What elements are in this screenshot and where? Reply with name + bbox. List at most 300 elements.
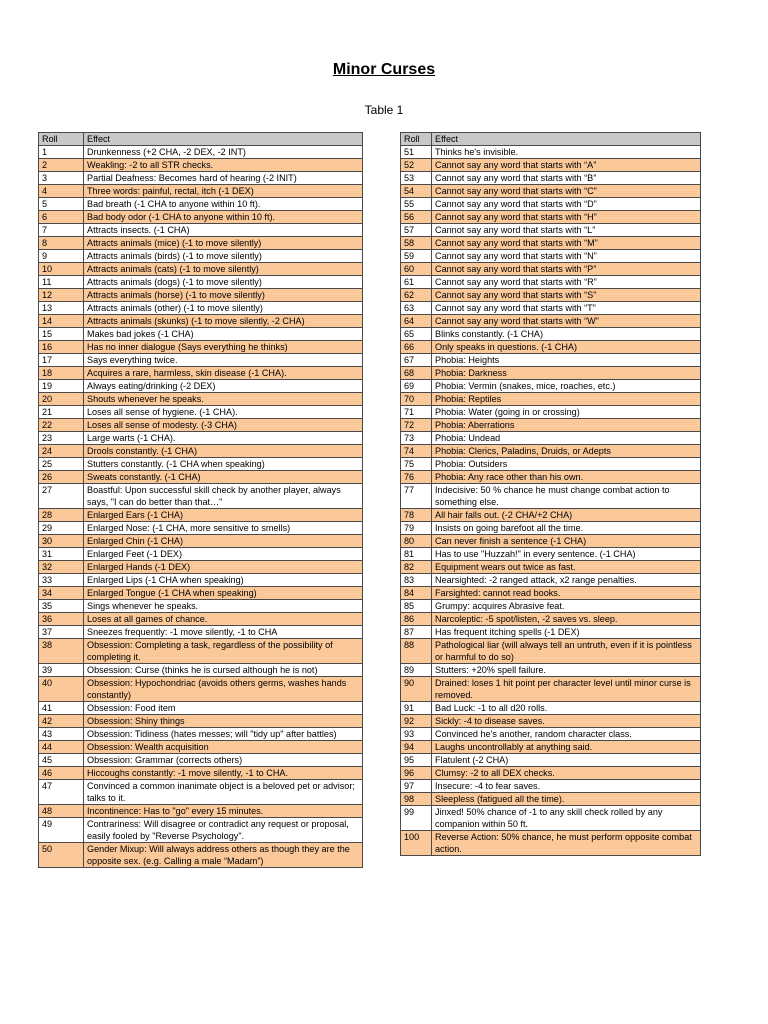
table-row <box>39 664 363 677</box>
table-row <box>39 843 363 868</box>
roll-cell: 24 <box>39 445 84 458</box>
roll-cell: 51 <box>401 146 432 159</box>
roll-cell: 3 <box>39 172 84 185</box>
effect-cell: Cannot say any word that starts with “D” <box>432 198 701 211</box>
table-row <box>39 432 363 445</box>
effect-cell: Narcoleptic: -5 spot/listen, -2 saves vs. sleep. <box>432 613 701 626</box>
effect-cell: Obsession: Wealth acquisition <box>84 741 363 754</box>
table-header-row <box>401 133 701 146</box>
roll-cell: 6 <box>39 211 84 224</box>
table-row <box>39 741 363 754</box>
roll-cell: 73 <box>401 432 432 445</box>
effect-cell: Cannot say any word that starts with “T” <box>432 302 701 315</box>
table-row <box>401 548 701 561</box>
roll-cell: 70 <box>401 393 432 406</box>
effect-cell: Cannot say any word that starts with “W” <box>432 315 701 328</box>
roll-cell: 97 <box>401 780 432 793</box>
effect-cell: Enlarged Hands (-1 DEX) <box>84 561 363 574</box>
effect-cell: Can never finish a sentence (-1 CHA) <box>432 535 701 548</box>
roll-cell: 23 <box>39 432 84 445</box>
effect-cell: Cannot say any word that starts with “C” <box>432 185 701 198</box>
table-row <box>39 471 363 484</box>
table-row <box>39 574 363 587</box>
roll-cell: 16 <box>39 341 84 354</box>
effect-cell: Cannot say any word that starts with “L” <box>432 224 701 237</box>
roll-cell: 47 <box>39 780 84 805</box>
effect-cell: Cannot say any word that starts with “R” <box>432 276 701 289</box>
table-row <box>401 185 701 198</box>
roll-cell: 10 <box>39 263 84 276</box>
effect-cell: Convinced he's another, random character class. <box>432 728 701 741</box>
table-caption: Table 1 <box>364 103 404 117</box>
effect-cell: Attracts insects. (-1 CHA) <box>84 224 363 237</box>
effect-cell: Attracts animals (skunks) (-1 to move silently, -2 CHA) <box>84 315 363 328</box>
roll-cell: 38 <box>39 639 84 664</box>
roll-cell: 86 <box>401 613 432 626</box>
effect-cell: Has to use "Huzzah!" in every sentence. (-1 CHA) <box>432 548 701 561</box>
table-row <box>401 600 701 613</box>
roll-cell: 48 <box>39 805 84 818</box>
effect-cell: Pathological liar (will always tell an untruth, even if it is pointless or harmful to do so) <box>432 639 701 664</box>
table-row <box>39 315 363 328</box>
table-header-row <box>39 133 363 146</box>
table-row <box>401 728 701 741</box>
effect-cell: Phobia: Clerics, Paladins, Druids, or Adepts <box>432 445 701 458</box>
roll-cell: 4 <box>39 185 84 198</box>
table-row <box>401 289 701 302</box>
roll-cell: 19 <box>39 380 84 393</box>
effect-cell: Hiccoughs constantly: -1 move silently, -1 to CHA. <box>84 767 363 780</box>
roll-cell: 79 <box>401 522 432 535</box>
effect-cell: Large warts (-1 CHA). <box>84 432 363 445</box>
effect-cell: Obsession: Grammar (corrects others) <box>84 754 363 767</box>
curses-table-left-body <box>39 146 363 868</box>
roll-cell: 71 <box>401 406 432 419</box>
roll-cell: 96 <box>401 767 432 780</box>
roll-cell: 40 <box>39 677 84 702</box>
roll-cell: 76 <box>401 471 432 484</box>
effect-cell: Obsession: Hypochondriac (avoids others germs, washes hands constantly) <box>84 677 363 702</box>
table-row <box>39 341 363 354</box>
effect-cell: Cannot say any word that starts with “A” <box>432 159 701 172</box>
effect-cell: Boastful: Upon successful skill check by another player, always says, "I can do better than that…" <box>84 484 363 509</box>
effect-cell: Laughs uncontrollably at anything said. <box>432 741 701 754</box>
table-row <box>401 367 701 380</box>
table-row <box>401 224 701 237</box>
table-row <box>39 728 363 741</box>
roll-cell: 1 <box>39 146 84 159</box>
effect-cell: Jinxed! 50% chance of -1 to any skill check rolled by any companion within 50 ft. <box>432 806 701 831</box>
roll-cell: 46 <box>39 767 84 780</box>
table-row <box>39 380 363 393</box>
roll-cell: 75 <box>401 458 432 471</box>
roll-cell: 2 <box>39 159 84 172</box>
table-row <box>401 263 701 276</box>
roll-cell: 54 <box>401 185 432 198</box>
roll-cell: 17 <box>39 354 84 367</box>
table-row <box>39 250 363 263</box>
effect-cell: Loses at all games of chance. <box>84 613 363 626</box>
table-row <box>401 613 701 626</box>
column-header-roll: Roll <box>39 133 84 146</box>
roll-cell: 63 <box>401 302 432 315</box>
effect-cell: Bad body odor (-1 CHA to anyone within 10 ft). <box>84 211 363 224</box>
roll-cell: 56 <box>401 211 432 224</box>
effect-cell: Insists on going barefoot all the time. <box>432 522 701 535</box>
effect-cell: Says everything twice. <box>84 354 363 367</box>
effect-cell: Flatulent (-2 CHA) <box>432 754 701 767</box>
roll-cell: 33 <box>39 574 84 587</box>
table-row <box>39 677 363 702</box>
table-row <box>39 406 363 419</box>
table-row <box>401 419 701 432</box>
table-row <box>39 780 363 805</box>
table-row <box>401 276 701 289</box>
effect-cell: Gender Mixup: Will always address others as though they are the opposite sex. (e.g. Calling a male “Madam”) <box>84 843 363 868</box>
roll-cell: 93 <box>401 728 432 741</box>
table-row <box>401 237 701 250</box>
roll-cell: 34 <box>39 587 84 600</box>
roll-cell: 37 <box>39 626 84 639</box>
roll-cell: 27 <box>39 484 84 509</box>
effect-cell: Sickly: -4 to disease saves. <box>432 715 701 728</box>
effect-cell: Bad breath (-1 CHA to anyone within 10 ft). <box>84 198 363 211</box>
table-row <box>39 702 363 715</box>
effect-cell: Attracts animals (other) (-1 to move silently) <box>84 302 363 315</box>
roll-cell: 98 <box>401 793 432 806</box>
effect-cell: Equipment wears out twice as fast. <box>432 561 701 574</box>
roll-cell: 78 <box>401 509 432 522</box>
effect-cell: Phobia: Water (going in or crossing) <box>432 406 701 419</box>
roll-cell: 82 <box>401 561 432 574</box>
table-row <box>401 677 701 702</box>
table-row <box>401 780 701 793</box>
table-row <box>39 535 363 548</box>
table-row <box>401 561 701 574</box>
table-row <box>401 393 701 406</box>
roll-cell: 88 <box>401 639 432 664</box>
effect-cell: Attracts animals (dogs) (-1 to move silently) <box>84 276 363 289</box>
effect-cell: Attracts animals (birds) (-1 to move silently) <box>84 250 363 263</box>
table-row <box>39 185 363 198</box>
effect-cell: Clumsy: -2 to all DEX checks. <box>432 767 701 780</box>
table-row <box>39 458 363 471</box>
roll-cell: 74 <box>401 445 432 458</box>
table-row <box>39 419 363 432</box>
roll-cell: 90 <box>401 677 432 702</box>
table-row <box>39 172 363 185</box>
table-row <box>39 754 363 767</box>
effect-cell: Phobia: Darkness <box>432 367 701 380</box>
effect-cell: Stutters constantly. (-1 CHA when speaking) <box>84 458 363 471</box>
effect-cell: Loses all sense of modesty. (-3 CHA) <box>84 419 363 432</box>
effect-cell: Has no inner dialogue (Says everything he thinks) <box>84 341 363 354</box>
table-row <box>401 664 701 677</box>
table-row <box>39 509 363 522</box>
roll-cell: 14 <box>39 315 84 328</box>
roll-cell: 13 <box>39 302 84 315</box>
table-row <box>401 639 701 664</box>
effect-cell: Cannot say any word that starts with “P” <box>432 263 701 276</box>
roll-cell: 91 <box>401 702 432 715</box>
roll-cell: 26 <box>39 471 84 484</box>
table-row <box>39 276 363 289</box>
roll-cell: 28 <box>39 509 84 522</box>
table-row <box>401 574 701 587</box>
table-row <box>39 626 363 639</box>
table-row <box>401 172 701 185</box>
effect-cell: Weakling: -2 to all STR checks. <box>84 159 363 172</box>
effect-cell: Incontinence: Has to "go" every 15 minutes. <box>84 805 363 818</box>
roll-cell: 53 <box>401 172 432 185</box>
table-row <box>401 587 701 600</box>
table-row <box>39 805 363 818</box>
table-row <box>39 367 363 380</box>
table-row <box>401 159 701 172</box>
table-row <box>401 535 701 548</box>
effect-cell: All hair falls out. (-2 CHA/+2 CHA) <box>432 509 701 522</box>
roll-cell: 89 <box>401 664 432 677</box>
roll-cell: 59 <box>401 250 432 263</box>
roll-cell: 55 <box>401 198 432 211</box>
roll-cell: 42 <box>39 715 84 728</box>
roll-cell: 60 <box>401 263 432 276</box>
roll-cell: 15 <box>39 328 84 341</box>
roll-cell: 85 <box>401 600 432 613</box>
effect-cell: Obsession: Food item <box>84 702 363 715</box>
roll-cell: 22 <box>39 419 84 432</box>
effect-cell: Sweats constantly. (-1 CHA) <box>84 471 363 484</box>
roll-cell: 20 <box>39 393 84 406</box>
effect-cell: Cannot say any word that starts with “S” <box>432 289 701 302</box>
effect-cell: Cannot say any word that starts with “N” <box>432 250 701 263</box>
table-row <box>401 626 701 639</box>
table-row <box>401 146 701 159</box>
effect-cell: Phobia: Any race other than his own. <box>432 471 701 484</box>
effect-cell: Partial Deafness: Becomes hard of hearing (-2 INIT) <box>84 172 363 185</box>
column-header-effect: Effect <box>84 133 363 146</box>
effect-cell: Nearsighted: -2 ranged attack, x2 range penalties. <box>432 574 701 587</box>
effect-cell: Cannot say any word that starts with “M” <box>432 237 701 250</box>
table-row <box>401 198 701 211</box>
roll-cell: 11 <box>39 276 84 289</box>
roll-cell: 66 <box>401 341 432 354</box>
table-row <box>401 432 701 445</box>
effect-cell: Farsighted: cannot read books. <box>432 587 701 600</box>
table-row <box>39 393 363 406</box>
table-row <box>39 263 363 276</box>
table-row <box>39 522 363 535</box>
roll-cell: 65 <box>401 328 432 341</box>
effect-cell: Three words: painful, rectal, itch (-1 DEX) <box>84 185 363 198</box>
effect-cell: Phobia: Heights <box>432 354 701 367</box>
effect-cell: Phobia: Undead <box>432 432 701 445</box>
effect-cell: Grumpy: acquires Abrasive feat. <box>432 600 701 613</box>
effect-cell: Stutters: +20% spell failure. <box>432 664 701 677</box>
roll-cell: 43 <box>39 728 84 741</box>
effect-cell: Attracts animals (horse) (-1 to move silently) <box>84 289 363 302</box>
table-row <box>401 484 701 509</box>
effect-cell: Always eating/drinking (-2 DEX) <box>84 380 363 393</box>
table-row <box>39 198 363 211</box>
table-row <box>401 509 701 522</box>
column-header-effect: Effect <box>432 133 701 146</box>
table-row <box>401 522 701 535</box>
table-row <box>39 211 363 224</box>
effect-cell: Drools constantly. (-1 CHA) <box>84 445 363 458</box>
effect-cell: Obsession: Curse (thinks he is cursed although he is not) <box>84 664 363 677</box>
roll-cell: 49 <box>39 818 84 843</box>
effect-cell: Blinks constantly. (-1 CHA) <box>432 328 701 341</box>
roll-cell: 18 <box>39 367 84 380</box>
effect-cell: Attracts animals (mice) (-1 to move silently) <box>84 237 363 250</box>
roll-cell: 57 <box>401 224 432 237</box>
table-row <box>39 328 363 341</box>
roll-cell: 35 <box>39 600 84 613</box>
roll-cell: 94 <box>401 741 432 754</box>
roll-cell: 39 <box>39 664 84 677</box>
table-row <box>39 224 363 237</box>
effect-cell: Phobia: Outsiders <box>432 458 701 471</box>
curses-table-left <box>38 132 363 868</box>
table-row <box>401 406 701 419</box>
table-row <box>39 302 363 315</box>
roll-cell: 77 <box>401 484 432 509</box>
effect-cell: Reverse Action: 50% chance, he must perform opposite combat action. <box>432 831 701 856</box>
effect-cell: Enlarged Feet (-1 DEX) <box>84 548 363 561</box>
roll-cell: 41 <box>39 702 84 715</box>
effect-cell: Has frequent itching spells (-1 DEX) <box>432 626 701 639</box>
table-row <box>39 445 363 458</box>
roll-cell: 61 <box>401 276 432 289</box>
roll-cell: 99 <box>401 806 432 831</box>
curses-table-right <box>400 132 701 856</box>
effect-cell: Thinks he's invisible. <box>432 146 701 159</box>
roll-cell: 62 <box>401 289 432 302</box>
roll-cell: 81 <box>401 548 432 561</box>
table-row <box>401 702 701 715</box>
table-row <box>401 715 701 728</box>
roll-cell: 9 <box>39 250 84 263</box>
effect-cell: Enlarged Chin (-1 CHA) <box>84 535 363 548</box>
table-row <box>39 639 363 664</box>
roll-cell: 31 <box>39 548 84 561</box>
roll-cell: 45 <box>39 754 84 767</box>
table-row <box>401 831 701 856</box>
effect-cell: Phobia: Vermin (snakes, mice, roaches, etc.) <box>432 380 701 393</box>
effect-cell: Insecure: -4 to fear saves. <box>432 780 701 793</box>
table-row <box>39 548 363 561</box>
table-row <box>401 211 701 224</box>
roll-cell: 80 <box>401 535 432 548</box>
roll-cell: 44 <box>39 741 84 754</box>
effect-cell: Shouts whenever he speaks. <box>84 393 363 406</box>
table-row <box>401 741 701 754</box>
table-row <box>39 146 363 159</box>
effect-cell: Phobia: Reptiles <box>432 393 701 406</box>
table-row <box>39 613 363 626</box>
table-row <box>401 793 701 806</box>
roll-cell: 30 <box>39 535 84 548</box>
table-row <box>401 341 701 354</box>
effect-cell: Loses all sense of hygiene. (-1 CHA). <box>84 406 363 419</box>
roll-cell: 87 <box>401 626 432 639</box>
table-row <box>401 315 701 328</box>
roll-cell: 52 <box>401 159 432 172</box>
roll-cell: 58 <box>401 237 432 250</box>
effect-cell: Attracts animals (cats) (-1 to move silently) <box>84 263 363 276</box>
effect-cell: Obsession: Completing a task, regardless of the possibility of completing it. <box>84 639 363 664</box>
table-row <box>39 484 363 509</box>
table-row <box>401 458 701 471</box>
effect-cell: Indecisive: 50 % chance he must change combat action to something else. <box>432 484 701 509</box>
roll-cell: 67 <box>401 354 432 367</box>
roll-cell: 5 <box>39 198 84 211</box>
roll-cell: 69 <box>401 380 432 393</box>
table-row <box>39 715 363 728</box>
table-row <box>39 600 363 613</box>
roll-cell: 12 <box>39 289 84 302</box>
effect-cell: Sleepless (fatigued all the time). <box>432 793 701 806</box>
table-row <box>401 328 701 341</box>
effect-cell: Acquires a rare, harmless, skin disease (-1 CHA). <box>84 367 363 380</box>
effect-cell: Contrariness: Will disagree or contradict any request or proposal, easily fooled by "Reverse Psychology". <box>84 818 363 843</box>
table-row <box>401 754 701 767</box>
roll-cell: 36 <box>39 613 84 626</box>
roll-cell: 8 <box>39 237 84 250</box>
effect-cell: Obsession: Shiny things <box>84 715 363 728</box>
table-row <box>401 302 701 315</box>
effect-cell: Sneezes frequently: -1 move silently, -1 to CHA <box>84 626 363 639</box>
table-row <box>401 806 701 831</box>
effect-cell: Cannot say any word that starts with “H” <box>432 211 701 224</box>
roll-cell: 83 <box>401 574 432 587</box>
roll-cell: 32 <box>39 561 84 574</box>
roll-cell: 25 <box>39 458 84 471</box>
table-row <box>39 237 363 250</box>
roll-cell: 50 <box>39 843 84 868</box>
effect-cell: Sings whenever he speaks. <box>84 600 363 613</box>
roll-cell: 64 <box>401 315 432 328</box>
table-row <box>401 471 701 484</box>
effect-cell: Drained: loses 1 hit point per character level until minor curse is removed. <box>432 677 701 702</box>
effect-cell: Obsession: Tidiness (hates messes; will "tidy up" after battles) <box>84 728 363 741</box>
roll-cell: 68 <box>401 367 432 380</box>
effect-cell: Drunkenness (+2 CHA, -2 DEX, -2 INT) <box>84 146 363 159</box>
table-row <box>401 354 701 367</box>
page-title: Minor Curses <box>332 61 436 78</box>
column-header-roll: Roll <box>401 133 432 146</box>
effect-cell: Bad Luck: -1 to all d20 rolls. <box>432 702 701 715</box>
table-row <box>401 767 701 780</box>
table-row <box>39 159 363 172</box>
table-row <box>39 289 363 302</box>
table-row <box>39 587 363 600</box>
table-row <box>401 380 701 393</box>
roll-cell: 92 <box>401 715 432 728</box>
table-row <box>401 445 701 458</box>
roll-cell: 84 <box>401 587 432 600</box>
effect-cell: Enlarged Lips (-1 CHA when speaking) <box>84 574 363 587</box>
table-row <box>39 561 363 574</box>
roll-cell: 95 <box>401 754 432 767</box>
table-row <box>401 250 701 263</box>
effect-cell: Only speaks in questions. (-1 CHA) <box>432 341 701 354</box>
effect-cell: Phobia: Aberrations <box>432 419 701 432</box>
effect-cell: Makes bad jokes (-1 CHA) <box>84 328 363 341</box>
curses-table-right-body <box>401 146 701 856</box>
roll-cell: 7 <box>39 224 84 237</box>
